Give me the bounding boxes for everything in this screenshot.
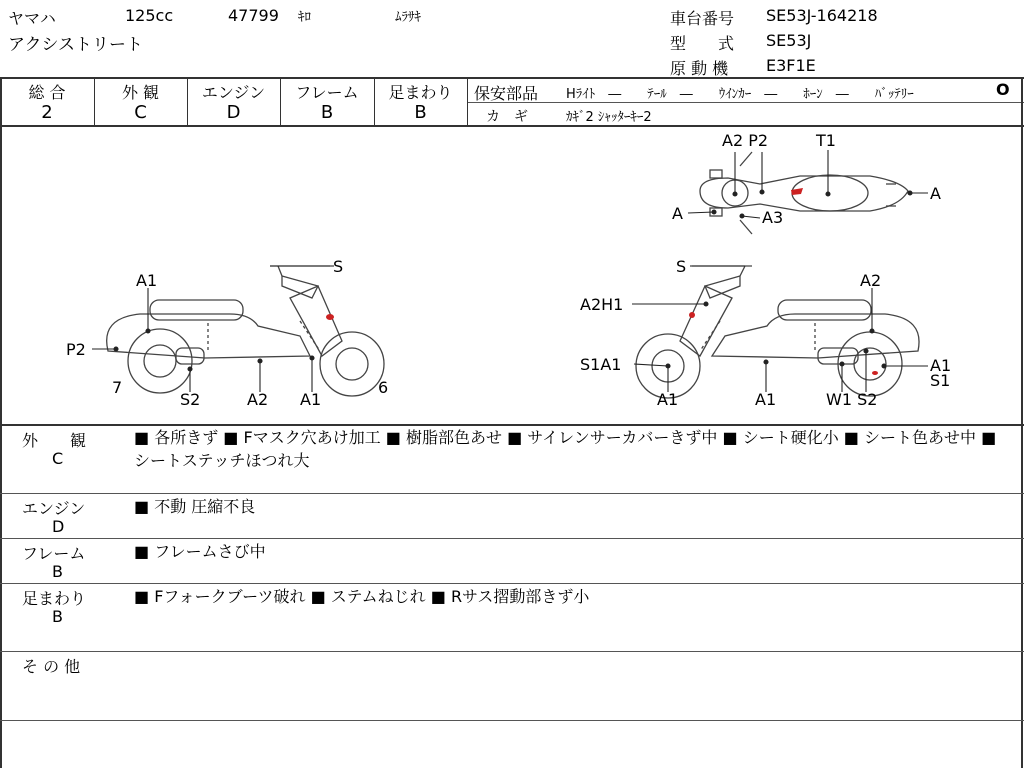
section-title-suspension: 足まわり <box>22 589 87 608</box>
label-left-a1b: A1 <box>300 390 322 409</box>
section-body-engine: ■ 不動 圧縮不良 <box>134 497 256 516</box>
grade-value-overall: 2 <box>41 102 53 123</box>
grade-value-engine: D <box>226 102 241 123</box>
key-value: ｶｷﾞ2 ｼｬｯﾀｰｷｰ2 <box>566 110 652 125</box>
grade-label-frame: フレーム <box>295 83 359 102</box>
mileage: 47799 <box>228 6 279 25</box>
grade-value-frame: B <box>320 102 334 123</box>
section-title-frame: フレーム <box>22 544 86 563</box>
label-left-p2: P2 <box>66 340 86 359</box>
label-right-s1: S1 <box>930 371 951 390</box>
section-title-other: そ の 他 <box>22 657 81 676</box>
engine-label: 原 動 機 <box>670 59 729 78</box>
chassis-value: SE53J-164218 <box>766 6 878 25</box>
label-right-a2: A2 <box>860 271 882 290</box>
damage-mark <box>872 371 878 375</box>
section-grade-suspension: B <box>52 607 63 626</box>
engine-value: E3F1E <box>766 56 816 75</box>
label-left-a1: A1 <box>136 271 158 290</box>
grade-label-suspension: 足まわり <box>388 83 453 102</box>
damage-mark <box>689 312 695 318</box>
label-left-6: 6 <box>378 378 389 397</box>
label-right-a1b: A1 <box>657 390 679 409</box>
key-label: カ ギ <box>486 109 528 125</box>
maker: ヤマハ <box>8 9 56 28</box>
grade-value-suspension: B <box>414 102 427 123</box>
section-title-exterior: 外 観 <box>22 431 87 450</box>
safety-label: 保安部品 <box>474 84 539 103</box>
label-left-s: S <box>333 257 344 276</box>
label-right-a1: A1 <box>930 356 952 375</box>
type-label: 型 式 <box>670 34 735 53</box>
section-body-exterior: ■ 各所きず ■ Fマスク穴あけ加工 ■ 樹脂部色あせ ■ サイレンサーカバーきず中 ■ シート硬化小 ■ シート色あせ中 ■ シートステッチほつれ大 <box>134 428 997 470</box>
grade-label-exterior: 外 観 <box>121 83 160 102</box>
label-a-top-left: A <box>672 204 683 223</box>
section-title-engine: エンジン <box>22 499 86 518</box>
damage-mark <box>326 314 334 320</box>
type-value: SE53J <box>766 31 812 50</box>
label-a2p2: A2 P2 <box>722 131 769 150</box>
label-left-7: 7 <box>112 378 123 397</box>
label-right-w1s2: W1 S2 <box>826 390 878 409</box>
grade-value-exterior: C <box>134 102 147 123</box>
battery-mark: O <box>996 80 1010 99</box>
model-name: アクシストリート <box>8 35 143 55</box>
label-right-a2h1: A2H1 <box>580 295 624 314</box>
displacement: 125cc <box>125 6 174 25</box>
damage-diagram <box>0 126 1022 424</box>
section-body-frame: ■ フレームさび中 <box>134 542 266 561</box>
label-t1: T1 <box>816 131 836 150</box>
section-grade-frame: B <box>52 562 63 581</box>
label-a3: A3 <box>762 208 784 227</box>
label-right-s1a1: S1A1 <box>580 355 622 374</box>
label-left-a2: A2 <box>247 390 269 409</box>
grade-label-overall: 総 合 <box>28 83 66 102</box>
top-view-scooter <box>700 152 908 234</box>
label-left-s2: S2 <box>180 390 201 409</box>
label-right-s: S <box>676 257 687 276</box>
section-body-suspension: ■ Fフォークブーツ破れ ■ ステムねじれ ■ Rサス摺動部きず小 <box>134 587 590 606</box>
section-grade-exterior: C <box>52 449 64 468</box>
color: ﾑﾗｻｷ <box>395 10 421 25</box>
label-a-top-right: A <box>930 184 941 203</box>
safety-items: Hﾗｲﾄ ― ﾃｰﾙ ― ｳｲﾝｶｰ ― ﾎｰﾝ ― ﾊﾞｯﾃﾘｰ <box>566 87 914 102</box>
label-right-a1c: A1 <box>755 390 777 409</box>
grade-label-engine: エンジン <box>201 83 266 102</box>
section-grade-engine: D <box>52 517 65 536</box>
chassis-label: 車台番号 <box>670 9 735 28</box>
mileage-unit: ｷﾛ <box>298 10 311 25</box>
